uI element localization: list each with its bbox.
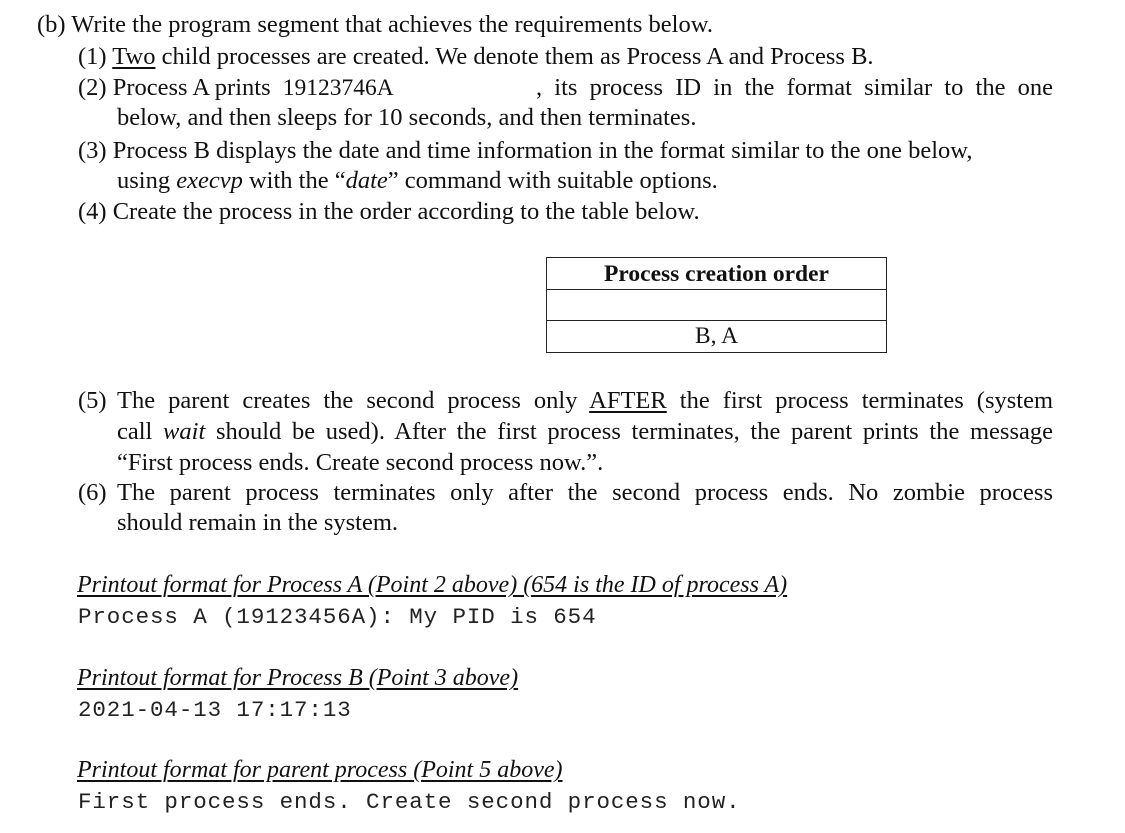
requirement-text: should be used). After the first process terminates, the parent prints the message xyxy=(205,418,1053,445)
requirement-text-post: , its process ID in the format similar to the one xyxy=(536,74,1053,101)
requirement-text: The parent process terminates only after the second process ends. No zombie process xyxy=(117,479,1053,506)
requirement-line xyxy=(117,386,1053,416)
requirement-number: (3) xyxy=(78,137,107,164)
requirement-text: ” command with suitable options. xyxy=(387,167,718,194)
requirement-6-continued xyxy=(117,508,398,538)
requirement-text: the first process terminates (system xyxy=(666,387,1053,414)
requirement-number: (4) xyxy=(78,198,107,225)
requirement-text: Process B displays the date and time information in the format similar to the one below, xyxy=(112,137,973,164)
printout-b-label: Printout format for Process B (Point 3 above) xyxy=(77,665,519,691)
requirement-number: (2) xyxy=(78,74,107,101)
requirement-text: using xyxy=(117,167,177,194)
printout-b-output: 2021-04-13 17:17:13 xyxy=(78,697,352,723)
requirement-number: (1) xyxy=(78,43,107,70)
requirement-2 xyxy=(78,73,1053,103)
requirement-1 xyxy=(78,42,874,72)
student-id-value: 19123746A xyxy=(282,75,394,101)
requirement-number: (5) xyxy=(78,387,107,414)
requirement-5 xyxy=(78,386,1053,416)
date-term: date xyxy=(345,167,388,194)
question-heading xyxy=(37,10,713,40)
question-text: Write the program segment that achieves the requirements below. xyxy=(71,11,713,38)
requirement-text: child processes are created. We denote them as Process A and Process B. xyxy=(155,43,874,70)
requirement-4 xyxy=(78,197,700,227)
table-row xyxy=(547,290,886,321)
requirement-text: below, and then sleeps for 10 seconds, and then terminates. xyxy=(117,104,697,131)
requirement-5-continued xyxy=(117,417,1053,447)
execvp-term: execvp xyxy=(176,167,243,194)
requirement-text: with the “ xyxy=(242,167,346,194)
table-cell: B, A xyxy=(694,323,739,349)
table-row xyxy=(547,321,886,352)
process-order-table xyxy=(546,257,887,353)
after-keyword: AFTER xyxy=(589,387,667,414)
requirement-text: The parent creates the second process only xyxy=(117,387,590,414)
requirement-6 xyxy=(78,478,1053,508)
wait-term: wait xyxy=(163,418,206,445)
table-header-cell: Process creation order xyxy=(604,261,829,287)
requirement-3 xyxy=(78,136,973,166)
requirement-line xyxy=(117,417,1053,447)
table-cell xyxy=(547,290,886,320)
printout-parent-label: Printout format for parent process (Point 5 above) xyxy=(77,757,563,783)
requirement-text: “First process ends. Create second process now.”. xyxy=(117,449,604,476)
printout-a-label: Printout format for Process A (Point 2 above) (654 is the ID of process A) xyxy=(77,572,788,598)
requirement-text: should remain in the system. xyxy=(117,509,399,536)
requirement-text: call xyxy=(117,418,164,445)
requirement-text: Create the process in the order according to the table below. xyxy=(112,198,700,225)
question-label: (b) xyxy=(37,11,66,38)
requirement-3-continued xyxy=(117,166,718,196)
requirement-5-continued-2 xyxy=(117,448,603,478)
requirement-underlined-word: Two xyxy=(112,43,156,70)
table-header xyxy=(547,258,886,290)
printout-parent-output: First process ends. Create second process now. xyxy=(78,789,741,815)
printout-a-output: Process A (19123456A): My PID is 654 xyxy=(78,604,597,630)
requirement-2-continued xyxy=(117,103,696,133)
requirement-number: (6) xyxy=(78,479,107,506)
requirement-text-pre: Process A prints xyxy=(112,74,271,101)
